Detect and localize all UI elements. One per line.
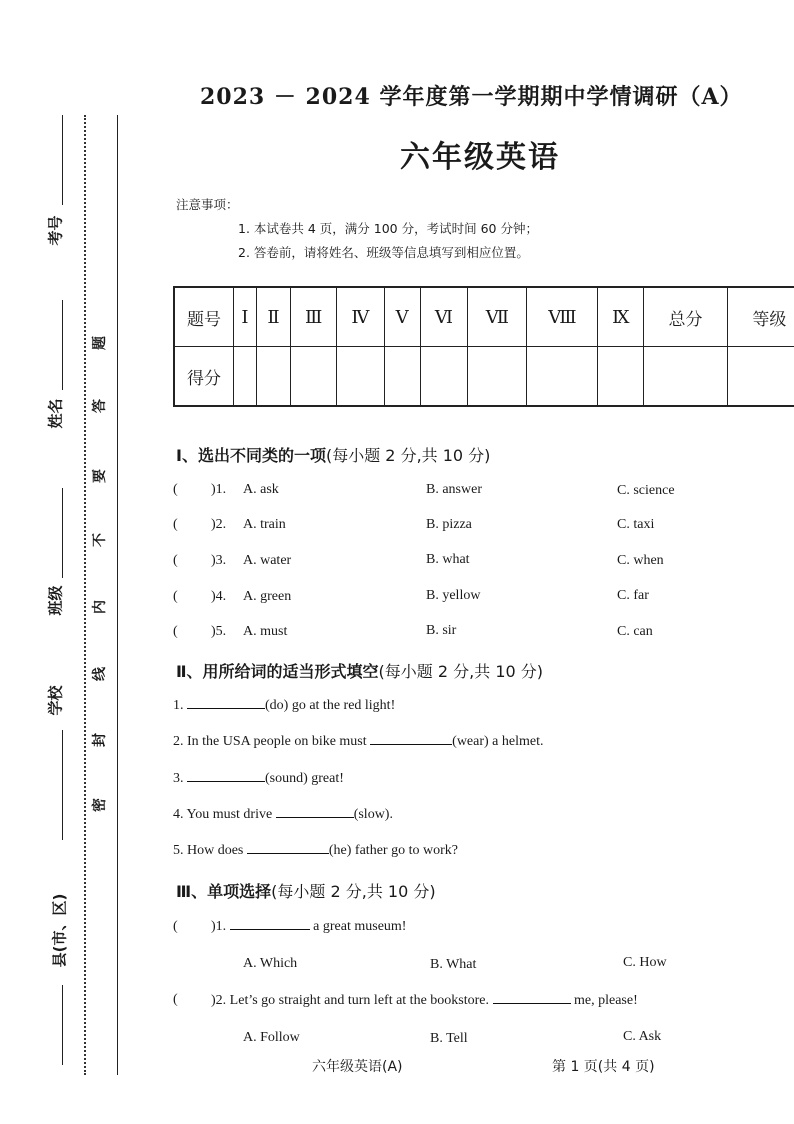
option-c: C. Ask xyxy=(623,1029,662,1044)
notes-heading: 注意事项： xyxy=(176,197,239,212)
question-stem xyxy=(211,993,638,1009)
question-text: Let’s go straight and turn left at the bookstore. xyxy=(229,993,489,1008)
score-cell[interactable] xyxy=(727,347,794,407)
option-a: A. Follow xyxy=(243,1030,300,1045)
seal-char: 不 xyxy=(92,533,108,547)
field-line xyxy=(62,730,63,840)
option-c: C. far xyxy=(617,588,649,603)
field-line xyxy=(62,115,63,205)
question-number: )2. xyxy=(211,993,227,1008)
answer-paren[interactable]: ( xyxy=(173,919,178,934)
field-label: 考号 xyxy=(46,215,65,246)
item-text-before: 2. In the USA people on bike must xyxy=(173,734,367,749)
option-c: C. taxi xyxy=(617,517,655,532)
column-header: Ⅸ xyxy=(598,287,644,347)
fill-blank-item xyxy=(173,807,393,823)
answer-blank[interactable] xyxy=(276,817,354,818)
score-value-row xyxy=(174,347,794,407)
notes-item: 1. 本试卷共 4 页，满分 100 分，考试时间 60 分钟； xyxy=(238,221,538,236)
answer-paren[interactable]: ( xyxy=(173,553,178,568)
fill-blank-item xyxy=(173,771,344,787)
answer-paren[interactable]: ( xyxy=(173,589,178,604)
score-cell[interactable] xyxy=(384,347,420,407)
seal-char: 内 xyxy=(92,600,108,614)
question-number: )2. xyxy=(211,517,227,532)
option-b: B. What xyxy=(430,957,477,972)
question-text-after: me, please! xyxy=(574,993,638,1008)
question-stem xyxy=(211,919,406,935)
option-b: B. pizza xyxy=(426,517,472,532)
question-number: )3. xyxy=(211,553,227,568)
option-b: B. Tell xyxy=(430,1031,468,1046)
section-title: Ⅲ、单项选择 xyxy=(176,882,272,901)
binding-line-outer xyxy=(117,115,118,1075)
answer-blank[interactable] xyxy=(493,1003,571,1004)
column-header: 总分 xyxy=(644,287,728,347)
option-b: B. yellow xyxy=(426,588,481,603)
option-a: A. green xyxy=(243,589,292,604)
footer-page-number: 第 1 页(共 4 页) xyxy=(552,1059,655,1075)
seal-char: 题 xyxy=(92,336,108,350)
question-number: )1. xyxy=(211,482,227,497)
column-header: Ⅰ xyxy=(234,287,257,347)
option-c: C. How xyxy=(623,955,667,970)
score-cell[interactable] xyxy=(644,347,728,407)
item-text-after: (do) go at the red light! xyxy=(265,698,396,713)
answer-blank[interactable] xyxy=(187,708,265,709)
field-line xyxy=(62,488,63,578)
exam-title: 2023 － 2024 学年度第一学期期中学情调研（A） xyxy=(200,84,743,110)
field-line xyxy=(62,300,63,390)
question-number: )1. xyxy=(211,919,227,934)
answer-paren[interactable]: ( xyxy=(173,992,178,1007)
score-cell[interactable] xyxy=(337,347,384,407)
fill-blank-item xyxy=(173,698,395,714)
option-b: B. answer xyxy=(426,482,482,497)
option-c: C. when xyxy=(617,553,664,568)
section-title: Ⅰ、选出不同类的一项 xyxy=(176,446,326,465)
fill-blank-item xyxy=(173,734,544,750)
question-number: )5. xyxy=(211,624,227,639)
section-note: (每小题 2 分,共 10 分) xyxy=(271,882,436,901)
score-header-row xyxy=(174,287,794,347)
option-a: A. Which xyxy=(243,956,298,971)
exam-notes xyxy=(176,193,538,265)
score-cell[interactable] xyxy=(598,347,644,407)
section-1-heading xyxy=(176,443,490,466)
field-label: 县(市、区) xyxy=(50,893,69,968)
question-text: a great museum! xyxy=(313,919,407,934)
field-line xyxy=(62,985,63,1065)
field-label: 班级 xyxy=(46,585,65,616)
score-cell[interactable] xyxy=(234,347,257,407)
binding-dotted-line xyxy=(84,115,86,1075)
field-label: 姓名 xyxy=(46,398,65,429)
column-header: Ⅴ xyxy=(384,287,420,347)
section-note: (每小题 2 分,共 10 分) xyxy=(378,662,544,681)
subject-title: 六年级英语 xyxy=(400,140,560,175)
score-cell[interactable] xyxy=(468,347,527,407)
option-b: B. what xyxy=(426,552,470,567)
item-text-after: (slow). xyxy=(353,807,393,822)
header-label: 题号 xyxy=(174,287,234,347)
column-header: 等级 xyxy=(727,287,794,347)
score-cell[interactable] xyxy=(420,347,468,407)
option-c: C. can xyxy=(617,624,653,639)
seal-char: 答 xyxy=(92,399,108,413)
column-header: Ⅳ xyxy=(337,287,384,347)
footer-subject: 六年级英语(A) xyxy=(312,1059,403,1075)
fill-blank-item xyxy=(173,843,458,859)
option-a: A. water xyxy=(243,553,292,568)
section-note: (每小题 2 分,共 10 分) xyxy=(325,446,491,465)
seal-char: 密 xyxy=(92,798,108,812)
item-text-after: (sound) great! xyxy=(265,771,344,786)
section-title: Ⅱ、用所给词的适当形式填空 xyxy=(176,662,379,681)
seal-char: 要 xyxy=(92,469,108,483)
answer-blank[interactable] xyxy=(187,781,265,782)
answer-paren[interactable]: ( xyxy=(173,517,178,532)
answer-paren[interactable]: ( xyxy=(173,624,178,639)
answer-blank[interactable] xyxy=(370,744,452,745)
score-cell[interactable] xyxy=(291,347,337,407)
seal-char: 封 xyxy=(92,733,108,747)
option-b: B. sir xyxy=(426,623,457,638)
item-text-before: 4. You must drive xyxy=(173,807,273,822)
item-text-before: 5. How does xyxy=(173,843,244,858)
answer-paren[interactable]: ( xyxy=(173,482,178,497)
item-text-before: 3. xyxy=(173,771,184,786)
section-3-heading xyxy=(176,879,436,902)
column-header: Ⅶ xyxy=(468,287,527,347)
section-2-heading xyxy=(176,659,543,682)
column-header: Ⅲ xyxy=(291,287,337,347)
column-header: Ⅷ xyxy=(527,287,598,347)
seal-char: 线 xyxy=(92,667,108,681)
notes-item: 2. 答卷前，请将姓名、班级等信息填写到相应位置。 xyxy=(238,245,529,260)
option-a: A. ask xyxy=(243,482,279,497)
score-table xyxy=(173,286,794,407)
score-cell[interactable] xyxy=(256,347,290,407)
item-text-after: (wear) a helmet. xyxy=(452,734,544,749)
column-header: Ⅱ xyxy=(256,287,290,347)
option-c: C. science xyxy=(617,483,675,498)
column-header: Ⅵ xyxy=(420,287,468,347)
field-label: 学校 xyxy=(46,685,65,716)
score-label: 得分 xyxy=(174,347,234,407)
score-cell[interactable] xyxy=(527,347,598,407)
question-number: )4. xyxy=(211,589,227,604)
option-a: A. must xyxy=(243,624,288,639)
item-text-before: 1. xyxy=(173,698,184,713)
item-text-after: (he) father go to work? xyxy=(328,843,458,858)
answer-blank[interactable] xyxy=(230,929,310,930)
answer-blank[interactable] xyxy=(247,853,329,854)
option-a: A. train xyxy=(243,517,286,532)
